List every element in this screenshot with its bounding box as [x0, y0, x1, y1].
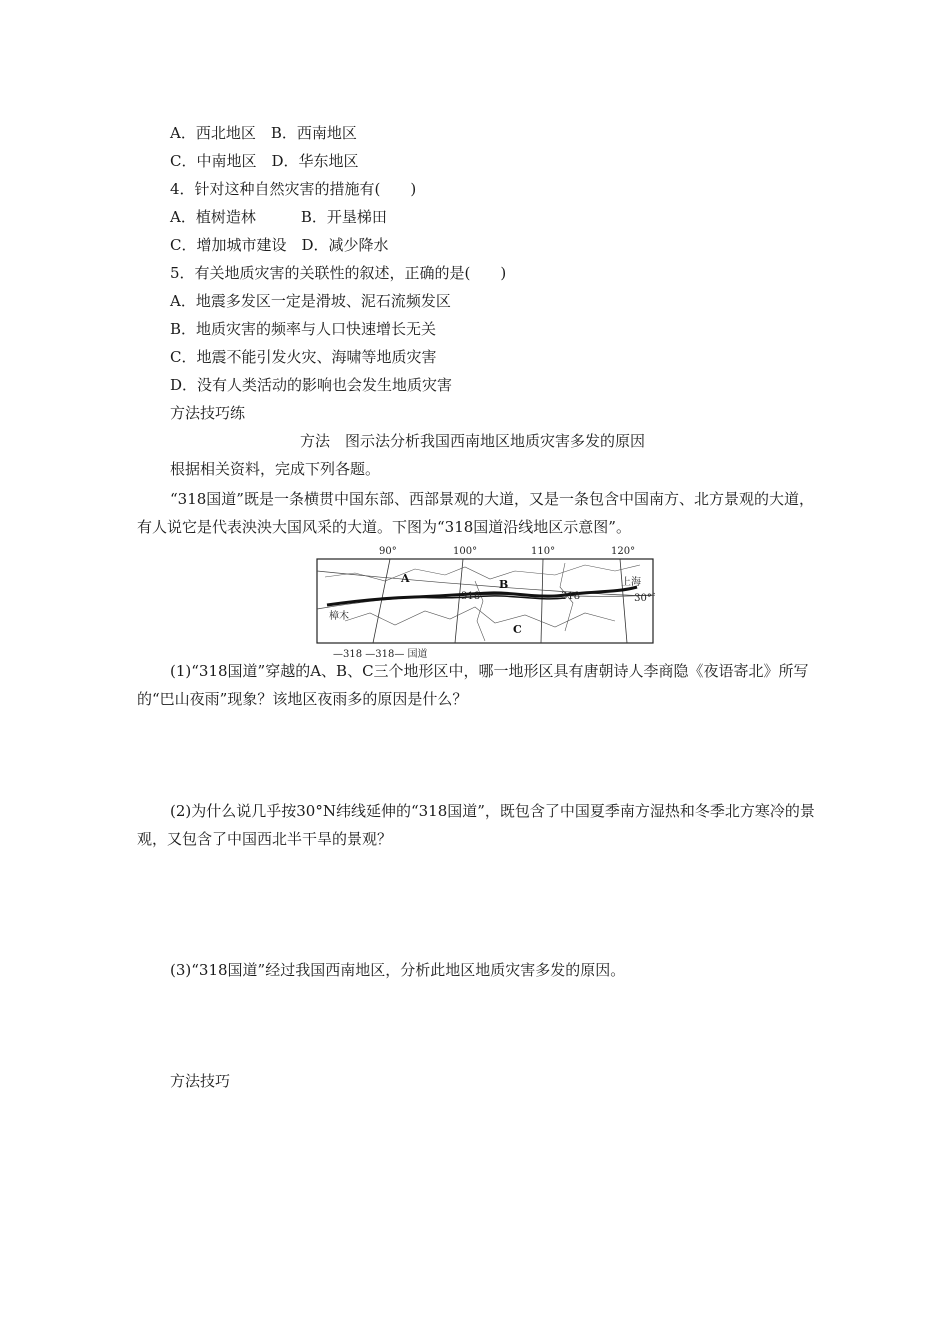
- region-label-c: C: [513, 623, 522, 636]
- q4-option-line-2: C．增加城市建设 D．减少降水: [170, 236, 389, 254]
- boundary-north: [325, 565, 640, 581]
- section-subtitle: 方法 图示法分析我国西南地区地质灾害多发的原因: [300, 432, 646, 450]
- map-legend: —318 —318— 国道: [333, 649, 428, 660]
- sub-question-2: (2)为什么说几乎按30°N纬线延伸的“318国道”，既包含了中国夏季南方湿热和冬季北方寒冷的景观，又包含了中国西北半干旱的景观？: [137, 802, 815, 848]
- instruction-text: 根据相关资料，完成下列各题。: [170, 460, 381, 478]
- q3-option-line-1: A．西北地区 B．西南地区: [170, 124, 357, 142]
- longitude-label: 100°: [453, 546, 478, 557]
- route-label: 318: [561, 591, 581, 602]
- latitude-label: 30°: [634, 593, 652, 604]
- longitude-label: 90°: [379, 546, 397, 557]
- q5-option-d: D．没有人类活动的影响也会发生地质灾害: [170, 376, 453, 394]
- place-label-shanghai: 上海: [621, 577, 641, 588]
- q5-option-b: B．地质灾害的频率与人口快速增长无关: [170, 320, 437, 338]
- route-318-map: [315, 541, 655, 661]
- region-label-a: A: [401, 572, 410, 585]
- place-label-zhangmu: 樟木: [329, 611, 349, 622]
- q4-option-line-1: A．植树造林 B．开垦梯田: [170, 208, 387, 226]
- region-label-b: B: [499, 578, 509, 591]
- q4-stem: 4．针对这种自然灾害的措施有( ): [170, 180, 417, 198]
- longitude-label: 110°: [531, 546, 556, 557]
- q3-option-line-2: C．中南地区 D．华东地区: [170, 152, 359, 170]
- sub-question-1: (1)“318国道”穿越的A、B、C三个地形区中，哪一地形区具有唐朝诗人李商隐《夜语寄北》所写的“巴山夜雨”现象？该地区夜雨多的原因是什么？: [137, 662, 809, 708]
- passage-text: “318国道”既是一条横贯中国东部、西部景观的大道，又是一条包含中国南方、北方景观的大道，有人说它是代表泱泱大国风采的大道。下图为“318国道沿线地区示意图”。: [137, 490, 814, 536]
- meridian-120: [620, 559, 627, 643]
- q5-option-c: C．地震不能引发火灾、海啸等地质灾害: [170, 348, 437, 366]
- q5-stem: 5．有关地质灾害的关联性的叙述，正确的是( ): [170, 264, 507, 282]
- map-svg: [315, 541, 655, 661]
- longitude-label: 120°: [611, 546, 636, 557]
- boundary-west: [475, 581, 485, 641]
- q5-option-a: A．地震多发区一定是滑坡、泥石流频发区: [170, 292, 451, 310]
- footer-heading: 方法技巧: [170, 1072, 231, 1090]
- meridian-110: [541, 559, 543, 643]
- route-label: 318: [461, 591, 481, 602]
- sub-question-3: (3)“318国道”经过我国西南地区，分析此地区地质灾害多发的原因。: [170, 961, 626, 979]
- section-heading: 方法技巧练: [170, 404, 246, 422]
